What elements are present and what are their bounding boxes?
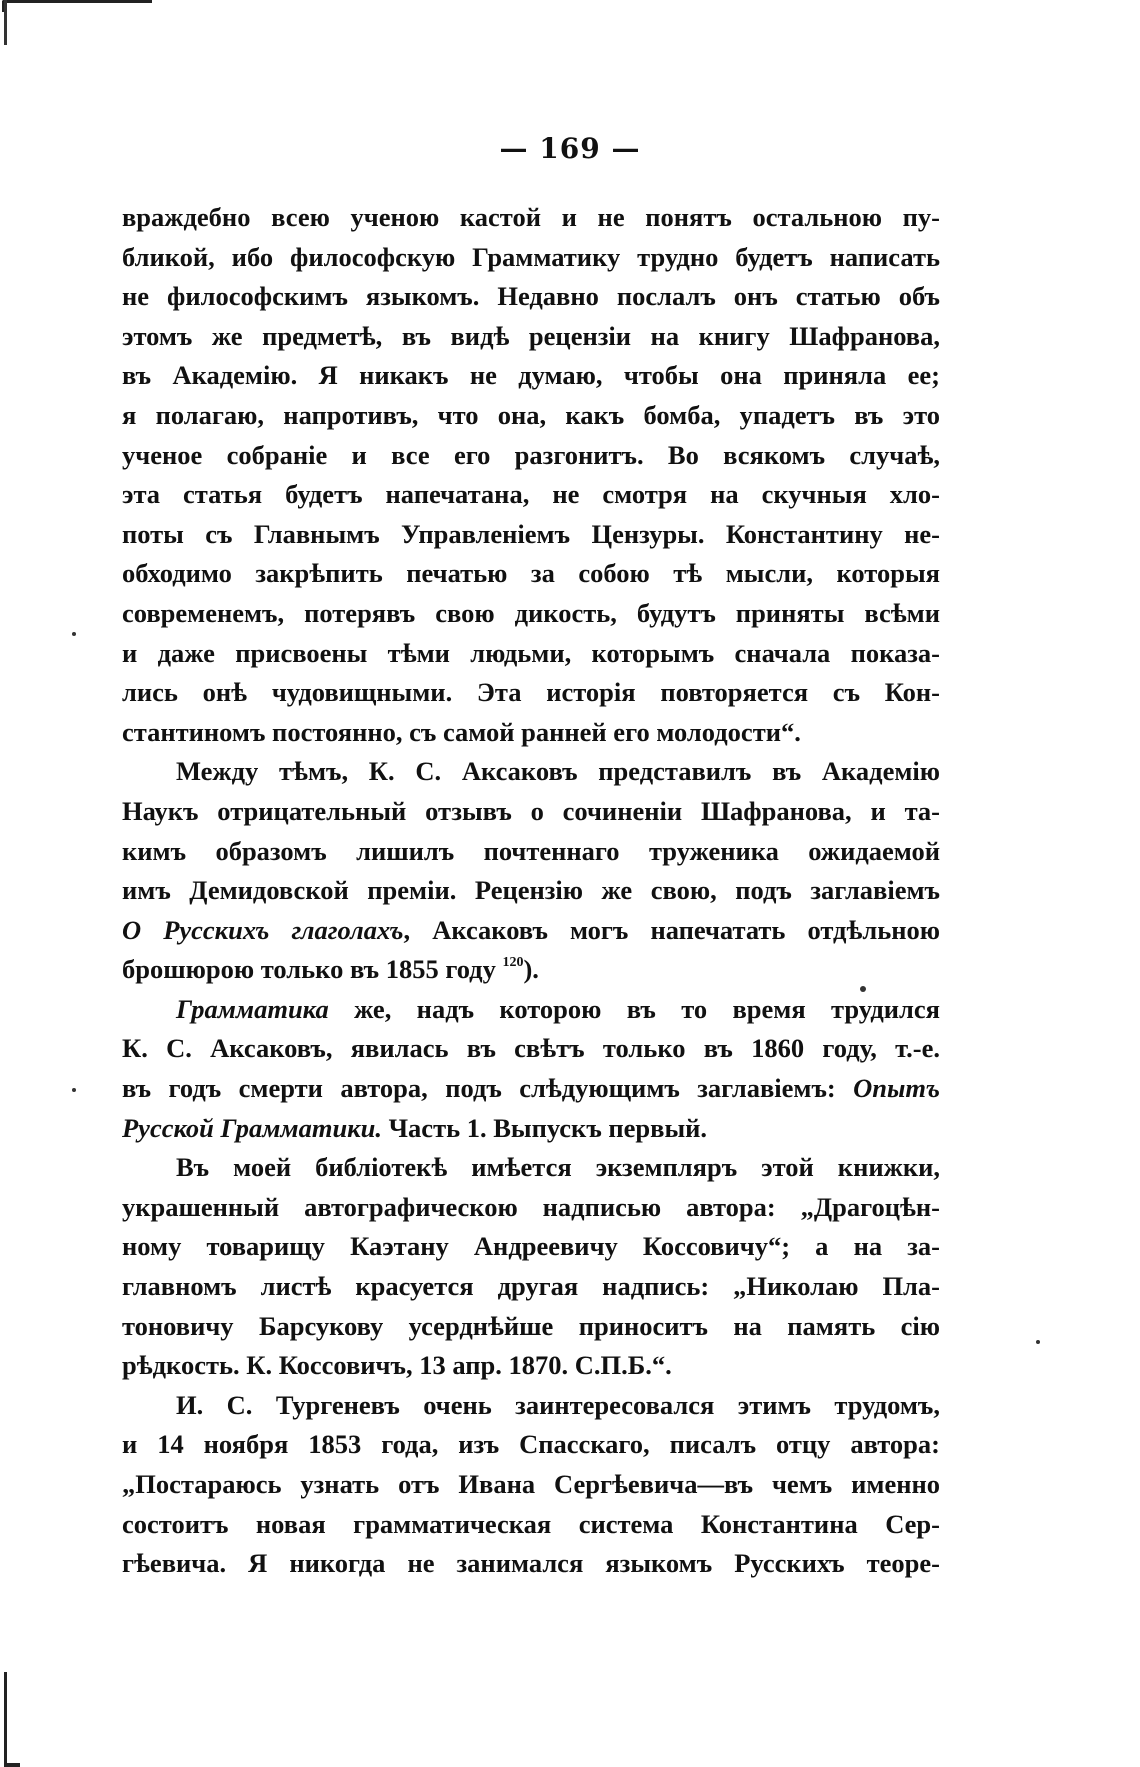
- text-line: и даже присвоены тѣми людьми, которымъ сначала показа-: [122, 637, 940, 668]
- page-number: — 169 —: [499, 132, 641, 165]
- text-line: „Постараюсь узнать отъ Ивана Сергѣевича—въ чемъ именно: [122, 1469, 940, 1499]
- text-line: [122, 911, 940, 951]
- text-line: поты съ Главнымъ Управленіемъ Цензуры. Константину не-: [122, 518, 940, 549]
- text-line: Наукъ отрицательный отзывъ о сочиненіи Шафранова, и та-: [122, 795, 940, 826]
- text-run: , Аксаковъ могъ напечатать отдѣльною: [403, 914, 941, 945]
- text-line: обходимо закрѣпить печатью за собою тѣ мысли, которыя: [122, 558, 940, 589]
- scan-edge-mark: [4, 1763, 20, 1767]
- scan-speck: [72, 1088, 76, 1092]
- text-line: и 14 ноября 1853 года, изъ Спасскаго, писалъ отцу автора:: [122, 1429, 940, 1460]
- paragraph-2: [122, 752, 940, 990]
- text-line: ученое собраніе и все его разгонитъ. Во всякомъ случаѣ,: [122, 439, 940, 470]
- text-line: Въ моей библіотекѣ имѣется экземпляръ этой книжки,: [176, 1152, 940, 1183]
- text-line: [122, 1109, 940, 1149]
- text-line: современемъ, потерявъ свою дикость, будутъ приняты всѣми: [122, 597, 940, 628]
- text-line: этомъ же предметѣ, въ видѣ рецензіи на книгу Шафранова,: [122, 320, 940, 351]
- text-line: [122, 1069, 940, 1109]
- text-line: гѣевича. Я никогда не занимался языкомъ Русскихъ теоре-: [122, 1548, 940, 1579]
- text-run: же, надъ которою въ то время трудился: [328, 993, 940, 1024]
- scan-edge-mark: [4, 1672, 7, 1767]
- text-line: рѣдкость. К. Коссовичъ, 13 апр. 1870. С.П.Б.“.: [122, 1350, 672, 1381]
- text-line: состоитъ новая грамматическая система Константина Сер-: [122, 1508, 940, 1539]
- text-line: [122, 990, 940, 1030]
- paragraph-1: [122, 198, 940, 752]
- text-line: въ Академію. Я никакъ не думаю, чтобы она приняла ее;: [122, 360, 940, 391]
- italic-title: Опытъ: [853, 1073, 940, 1104]
- text-run: брошюрою только въ 1855 году: [122, 954, 496, 985]
- text-line: я полагаю, напротивъ, что она, какъ бомба, упадетъ въ это: [122, 399, 940, 430]
- paragraph-4: [122, 1148, 940, 1386]
- italic-title: Русской Грамматики.: [122, 1112, 382, 1143]
- text-run: въ годъ смерти автора, подъ слѣдующимъ заглавіемъ:: [122, 1073, 854, 1104]
- paragraph-5: [122, 1386, 940, 1584]
- text-line: кимъ образомъ лишилъ почтеннаго труженика ожидаемой: [122, 835, 940, 866]
- text-line: эта статья будетъ напечатана, не смотря на скучныя хло-: [122, 479, 940, 510]
- body-text: [122, 198, 940, 1584]
- text-line: враждебно всею ученою кастой и не понятъ остальною пу-: [122, 202, 940, 232]
- text-line: не философскимъ языкомъ. Недавно послалъ онъ статью объ: [122, 281, 940, 312]
- footnote-reference[interactable]: 120: [502, 955, 524, 971]
- scan-speck: [72, 632, 76, 636]
- italic-title: Грамматика: [176, 993, 329, 1024]
- text-line: лись онѣ чудовищными. Эта исторія повторяется съ Кон-: [122, 677, 940, 708]
- text-line: ному товарищу Каэтану Андреевичу Коссовичу“; а на за-: [122, 1231, 940, 1262]
- text-line: украшенный автографическою надписью автора: „Драгоцѣн-: [122, 1191, 940, 1222]
- text-line: главномъ листѣ красуется другая надпись: „Николаю Пла-: [122, 1271, 940, 1302]
- text-run: ).: [523, 954, 539, 985]
- text-line: Между тѣмъ, К. С. Аксаковъ представилъ въ Академію: [176, 756, 940, 787]
- scan-edge-mark: [4, 0, 7, 45]
- text-line: тоновичу Барсукову усерднѣйше приноситъ на память сію: [122, 1310, 940, 1341]
- scan-speck: [1036, 1340, 1040, 1344]
- scan-corner-mark: [2, 0, 152, 12]
- text-line: бликой, ибо философскую Грамматику трудно будетъ написать: [122, 241, 940, 272]
- text-run: Часть 1. Выпускъ первый.: [381, 1112, 708, 1143]
- text-line: стантиномъ постоянно, съ самой ранней его молодости“.: [122, 716, 801, 747]
- italic-title: О Русскихъ глаголахъ: [122, 914, 404, 945]
- text-line: К. С. Аксаковъ, явилась въ свѣтъ только въ 1860 году, т.-е.: [122, 1033, 940, 1064]
- text-line: И. С. Тургеневъ очень заинтересовался этимъ трудомъ,: [176, 1389, 940, 1420]
- paragraph-3: [122, 990, 940, 1148]
- text-line: имъ Демидовской преміи. Рецензію же свою, подъ заглавіемъ: [122, 875, 940, 906]
- text-line: [122, 950, 940, 990]
